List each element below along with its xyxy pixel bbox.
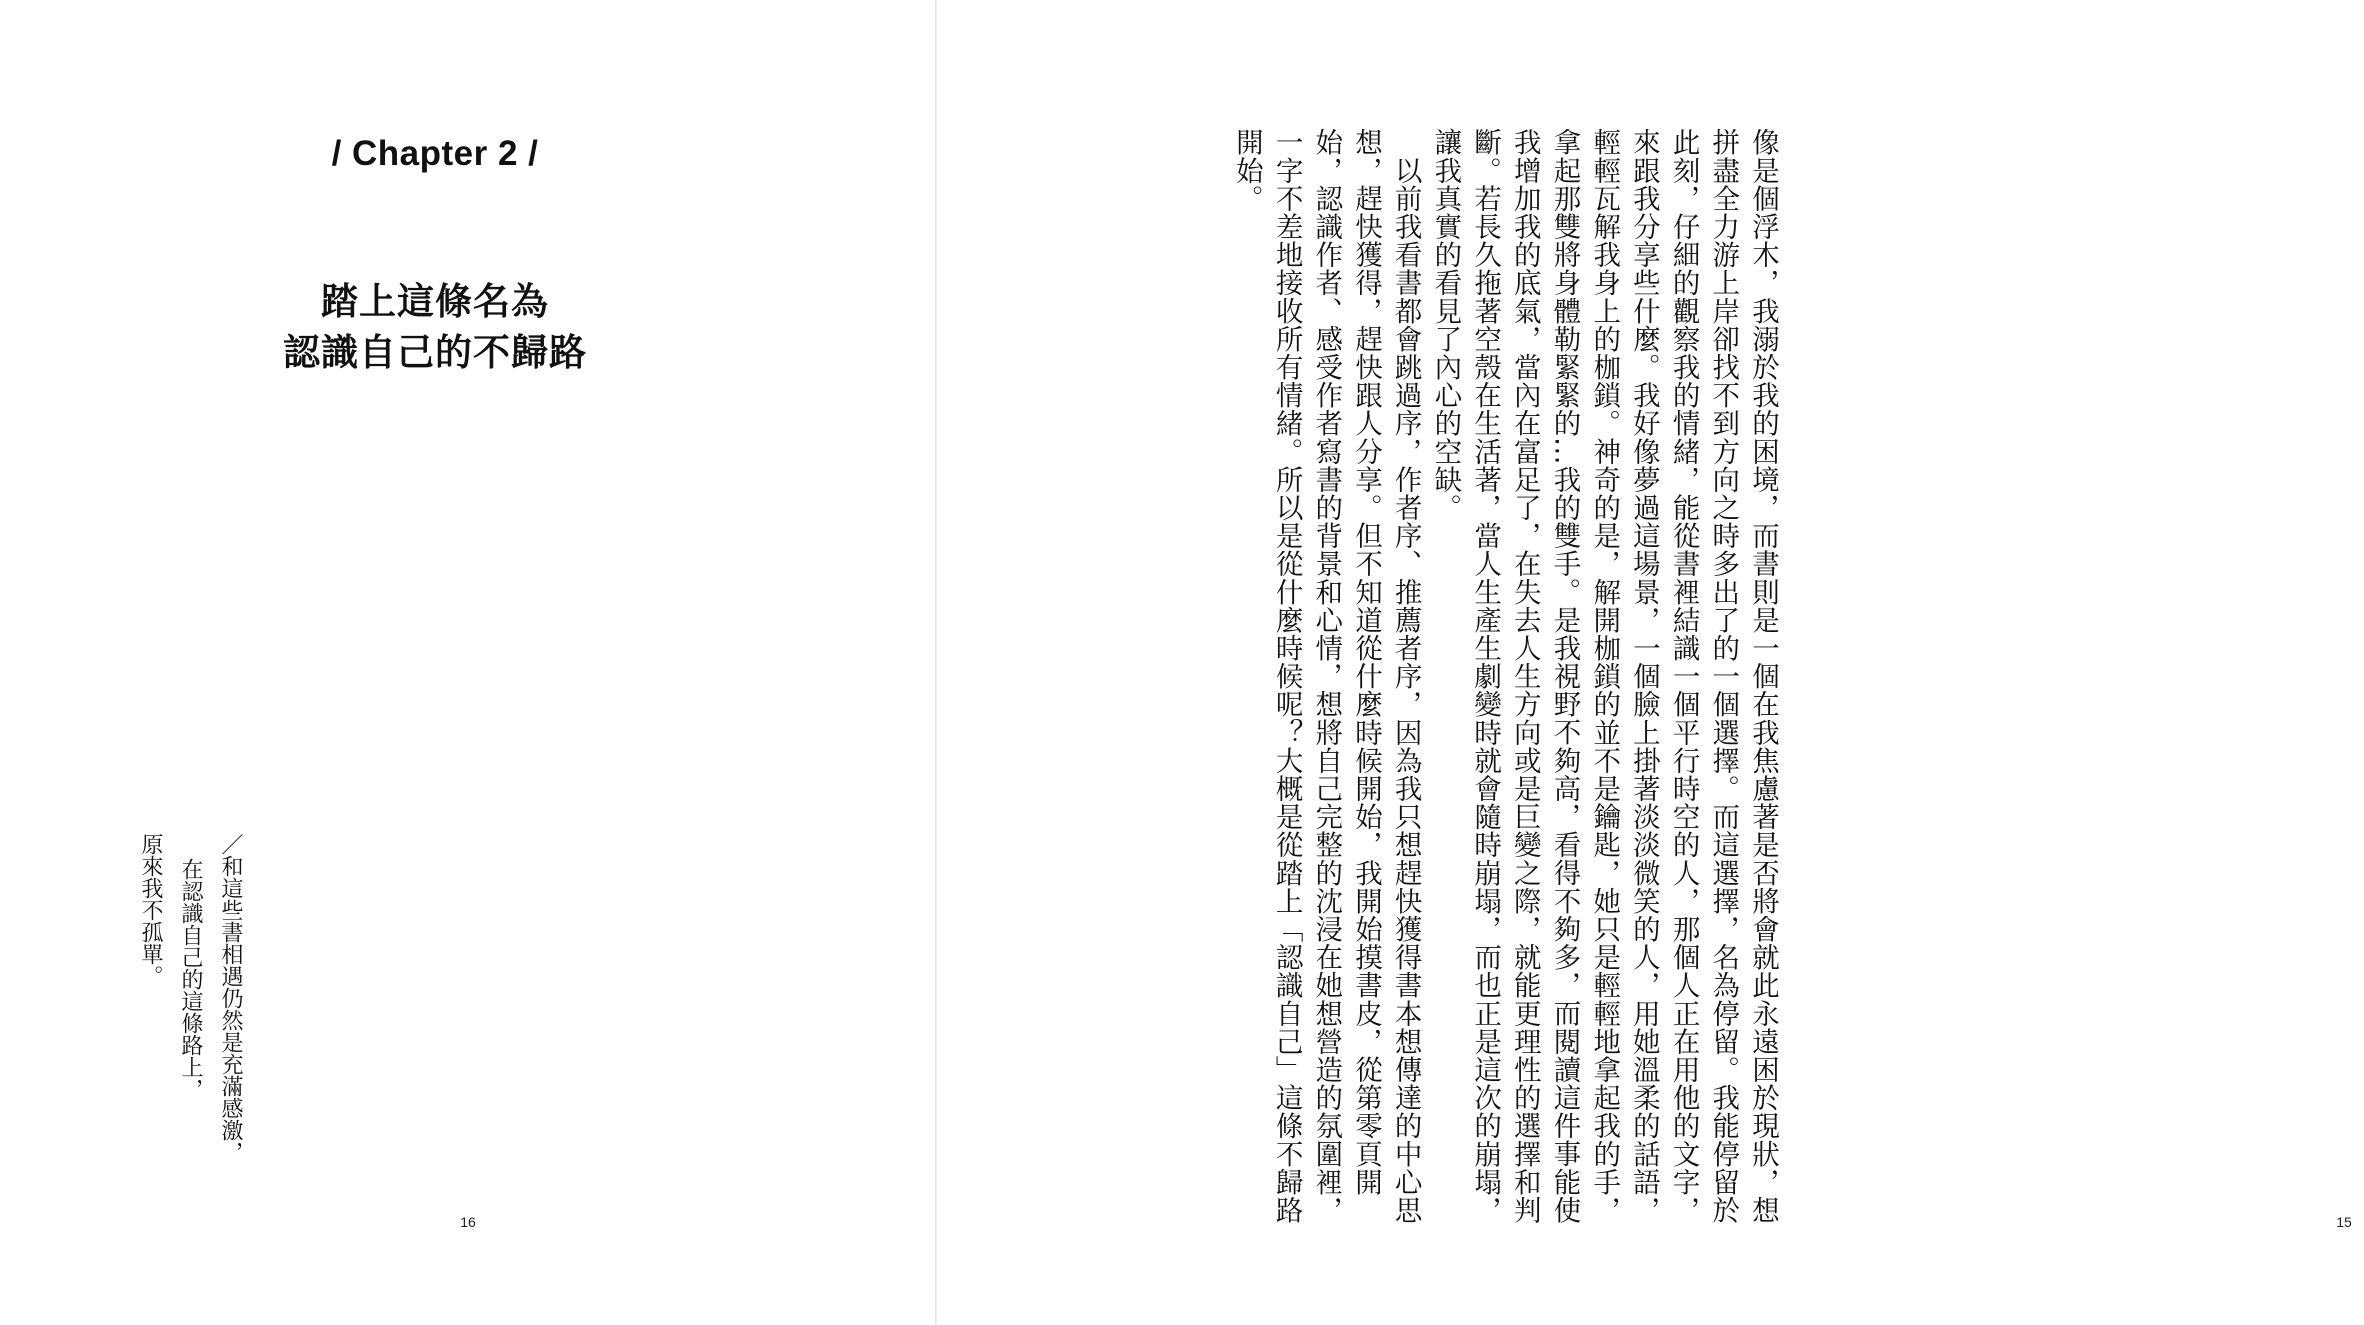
quote-line: ／和這些書相遇仍然是充滿感激，: [218, 833, 243, 1163]
text-column: 拿起那雙將身體勒緊緊的...我的雙手。是我視野不夠高，看得不夠多，而閱讀這件事能使: [1548, 128, 1581, 1224]
text-column: 開始。: [1230, 128, 1263, 213]
chapter-quote: [130, 833, 250, 1213]
chapter-title-line: 踏上這條名為: [321, 280, 549, 323]
text-column: 像是個浮木，我溺於我的困境，而書則是一個在我焦慮著是否將會就此永遠困於現狀，想: [1747, 128, 1779, 1224]
text-column: 始，認識作者、感受作者寫書的背景和心情，想將自己完整的沈浸在她想營造的氛圍裡，: [1310, 128, 1343, 1224]
right-page: [937, 0, 2352, 1325]
text-column: 斷。若長久拖著空殼在生活著，當人生產生劇變時就會隨時崩塌，而也正是這次的崩塌，: [1469, 128, 1502, 1224]
text-column: 此刻，仔細的觀察我的情緒，能從書裡結識一個平行時空的人，那個人正在用他的文字，: [1667, 128, 1700, 1224]
quote-line: 原來我不孤單。: [138, 833, 163, 987]
page-number: 16: [460, 1214, 476, 1230]
page-number: 15: [2336, 1214, 2352, 1230]
text-column: 想，趕快獲得，趕快跟人分享。但不知道從什麼時候開始，我開始摸書皮，從第零頁開: [1349, 128, 1382, 1196]
text-column: 以前我看書都會跳過序，作者序、推薦者序，因為我只想趕快獲得書本想傳達的中心思: [1389, 128, 1422, 1224]
quote-line: 在認識自己的這條路上，: [178, 858, 203, 1100]
text-column: 一字不差地接收所有情緒。所以是從什麼時候呢？大概是從踏上「認識自己」這條不歸路: [1270, 128, 1303, 1224]
chapter-title: [0, 276, 870, 378]
chapter-title-line: 認識自己的不歸路: [283, 331, 587, 374]
text-column: 輕輕瓦解我身上的枷鎖。神奇的是，解開枷鎖的並不是鑰匙，她只是輕輕地拿起我的手，: [1588, 128, 1621, 1224]
text-column: 我增加我的底氣，當內在富足了，在失去人生方向或是巨變之際，就能更理性的選擇和判: [1508, 128, 1541, 1224]
left-page: [0, 0, 936, 1325]
body-text: [1226, 128, 1782, 1224]
text-column: 讓我真實的看見了內心的空缺。: [1429, 128, 1462, 522]
text-column: 來跟我分享些什麼。我好像夢過這場景，一個臉上掛著淡淡微笑的人，用她溫柔的話語，: [1627, 128, 1660, 1224]
chapter-label: / Chapter 2 /: [331, 134, 539, 173]
text-column: 拼盡全力游上岸卻找不到方向之時多出了的一個選擇。而這選擇，名為停留。我能停留於: [1707, 128, 1740, 1224]
